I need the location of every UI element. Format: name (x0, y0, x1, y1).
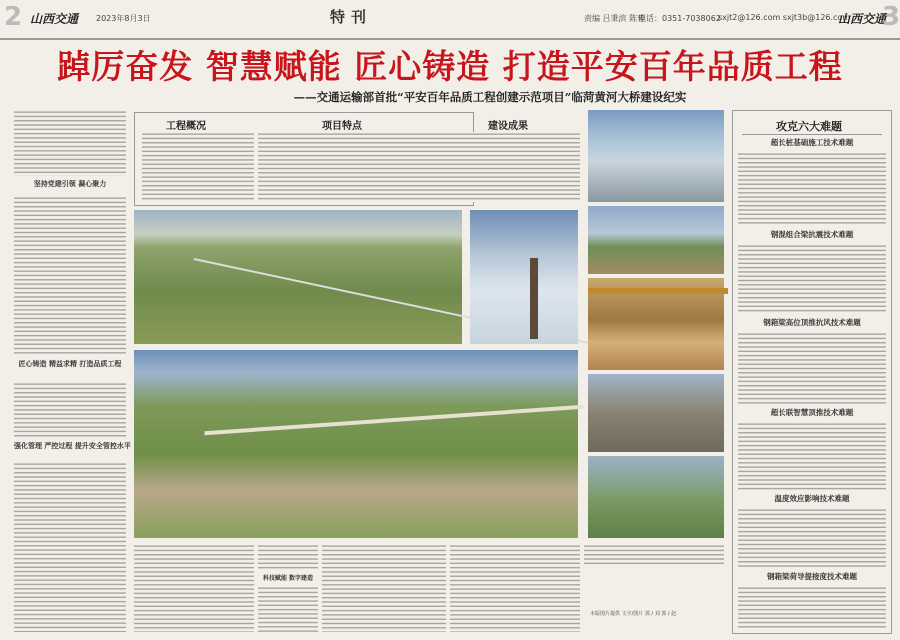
article-text (738, 422, 886, 490)
article-text (258, 544, 318, 570)
difficulty-2: 钢混组合梁抗震技术难题 (770, 230, 854, 239)
issue-date: 2023年8月3日 (96, 14, 151, 23)
left-subheading-3: 强化管理 严控过程 提升安全管控水平 (14, 442, 131, 450)
bridge-aerial-photo (134, 210, 462, 344)
article-text (322, 544, 446, 632)
heading-results: 建设成果 (488, 121, 528, 132)
heading-overview: 工程概况 (166, 121, 206, 132)
photo-credit: 本版图片提供 文字/图片 郭 / 刘 郭 / 赵 (590, 611, 677, 617)
difficulty-6: 钢箱梁荷导提接度技术难题 (767, 572, 857, 581)
heading-features: 项目特点 (322, 121, 362, 132)
article-text (258, 586, 318, 632)
article-text (738, 332, 886, 404)
bridge-river-photo (588, 278, 724, 370)
masthead (0, 0, 900, 40)
section-title: 特刊 (330, 8, 373, 26)
difficulty-4: 超长联智慧顶推技术难题 (770, 408, 854, 417)
main-headline: 踔厉奋发 智慧赋能 匠心铸造 打造平安百年品质工程 (57, 47, 843, 86)
left-subheading-1: 坚持党建引领 凝心聚力 (33, 180, 107, 188)
bridge-tower-photo (470, 210, 578, 344)
difficulty-1: 超长桩基础施工技术难题 (770, 138, 854, 147)
article-text (14, 110, 126, 176)
newspaper-logo-right: 山西交通 (838, 12, 887, 26)
features-text (258, 132, 466, 202)
editor-credit: 责编 吕秉滨 陈蓉 (584, 14, 646, 23)
difficulty-3: 钢箱梁高位顶推抗风技术难题 (763, 318, 861, 327)
sub-headline: ——交通运输部首批“平安百年品质工程创建示范项目”临菏黄河大桥建设纪实 (293, 90, 687, 104)
phone-number: 电话：0351-7038062 (638, 14, 721, 23)
article-text (450, 544, 580, 632)
page-number-left: 2 (4, 2, 23, 32)
overview-text (142, 132, 254, 202)
divider (742, 134, 882, 135)
difficulty-5: 温度效应影响技术难题 (774, 494, 850, 503)
bridge-landscape-photo (134, 350, 578, 538)
left-subheading-2: 匠心铸造 精益求精 打造品质工程 (18, 360, 122, 368)
right-panel-title: 攻克六大难题 (776, 120, 842, 133)
bridge-birds-photo (588, 110, 724, 202)
article-text (134, 544, 254, 632)
bridge-highway-photo (588, 456, 724, 538)
article-text (584, 544, 724, 566)
article-text (14, 462, 126, 632)
page-number-right: 3 (882, 2, 900, 32)
bottom-subheading: 科技赋能 数字建造 (262, 575, 314, 582)
newspaper-logo: 山西交通 (30, 12, 79, 26)
email-address: sxjt2@126.com sxjt3b@126.com (718, 13, 851, 22)
article-text (738, 244, 886, 314)
article-text (738, 586, 886, 630)
bridge-pier-photo (588, 374, 724, 452)
article-text (14, 382, 126, 438)
bridge-construction-photo (588, 206, 724, 274)
article-text (738, 152, 886, 226)
results-text (456, 132, 580, 202)
article-text (738, 508, 886, 568)
article-text (14, 196, 126, 356)
